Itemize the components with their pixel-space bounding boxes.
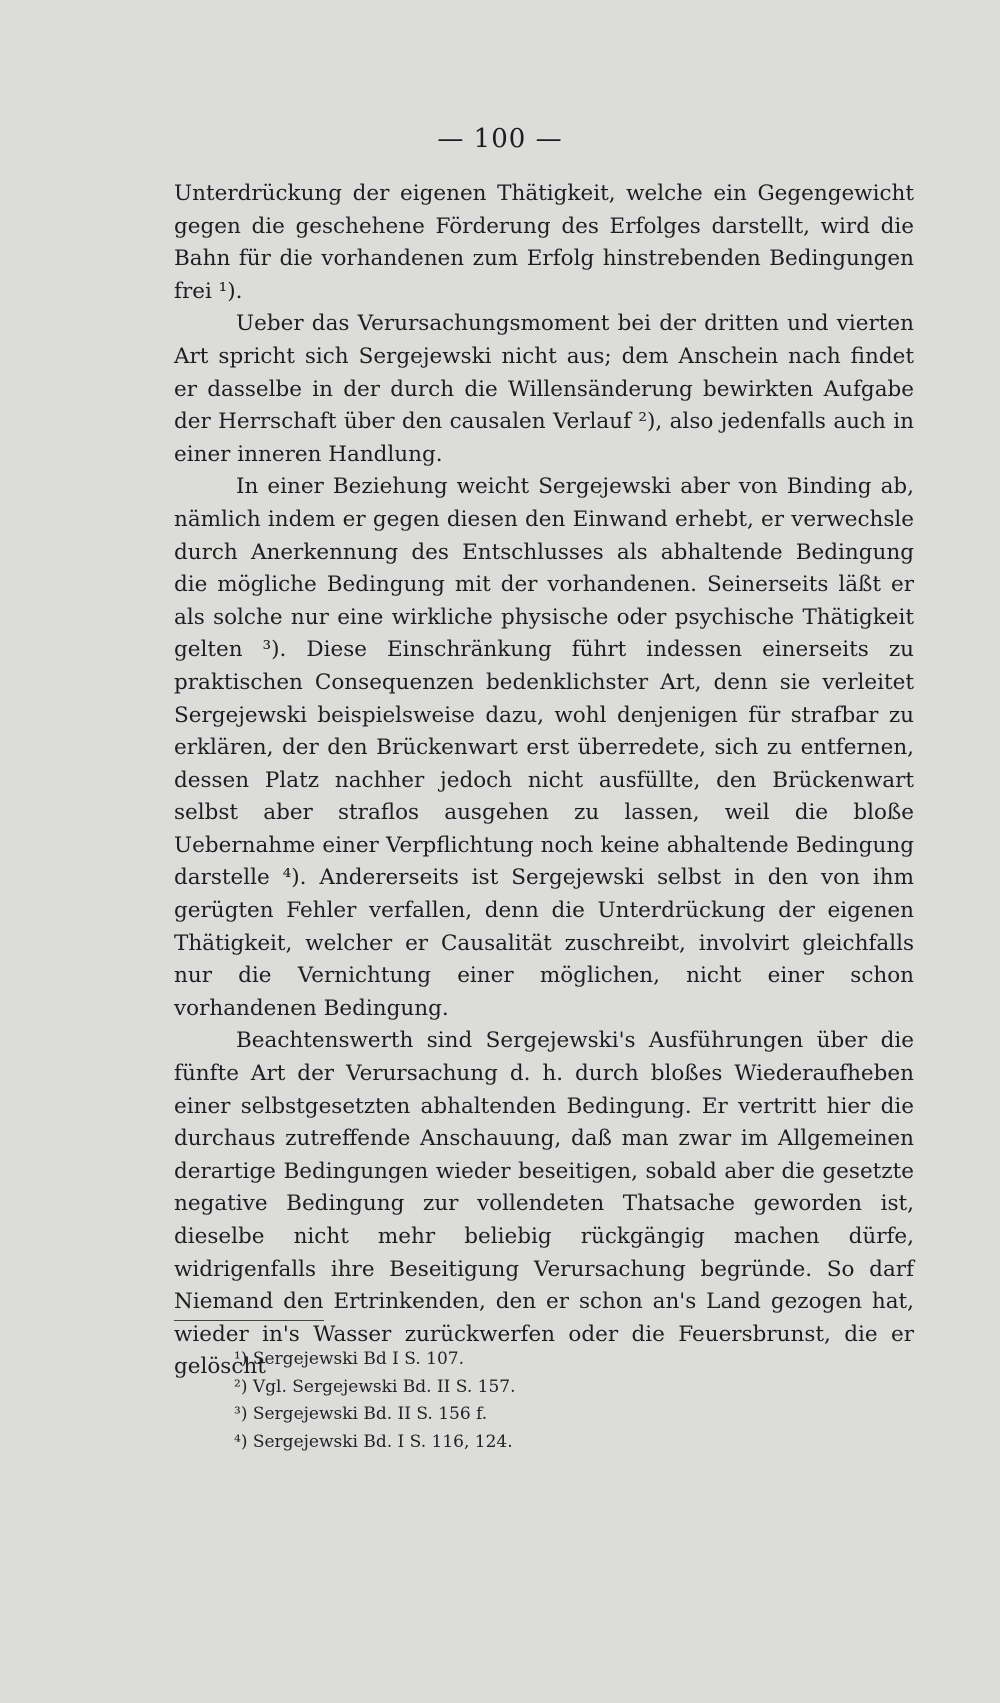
footnote: ¹) Sergejewski Bd I S. 107. xyxy=(234,1349,464,1369)
footnote: ³) Sergejewski Bd. II S. 156 f. xyxy=(234,1404,488,1424)
footnote: ²) Vgl. Sergejewski Bd. II S. 157. xyxy=(234,1376,516,1397)
body-text xyxy=(174,178,914,1384)
footnote-separator xyxy=(174,1320,324,1321)
footnotes xyxy=(234,1346,834,1456)
paragraph: In einer Beziehung weicht Sergejewski aber von Binding ab, nämlich indem er gegen diesen den Einwand erhebt, er verwechsle durch Anerkennung des Entschlusses als abhaltende Bedingung die mögliche Bedingung mit der vorhandenen. Seinerseits läßt er als solche nur eine wirkliche physische oder psychische Thätigkeit gelten ³). Diese Einschränkung führt indessen einerseits zu praktischen Consequenzen bedenklichster Art, denn sie verleitet Sergejewski beispielsweise dazu, wohl denjenigen für strafbar zu erklären, der den Brückenwart erst überredete, sich zu entfernen, dessen Platz nachher jedoch nicht ausfüllte, den Brückenwart selbst aber straflos ausgehen zu lassen, weil die bloße Uebernahme einer Verpflichtung noch keine abhaltende Bedingung darstelle ⁴). Andererseits ist Sergejewski selbst in den von ihm gerügten Fehler verfallen, denn die Unterdrückung der eigenen Thätigkeit, welcher er Causalität zuschreibt, involvirt gleichfalls nur die Vernichtung einer möglichen, nicht einer schon vorhandenen Bedingung. xyxy=(174,474,914,1021)
paragraph: Unterdrückung der eigenen Thätigkeit, welche ein Gegengewicht gegen die geschehene Förderung des Erfolges darstellt, wird die Bahn für die vorhandenen zum Erfolg hinstrebenden Bedingungen frei ¹). xyxy=(174,181,914,304)
footnote: ⁴) Sergejewski Bd. I S. 116, 124. xyxy=(234,1431,513,1452)
page-number: — 100 — xyxy=(437,124,563,154)
paragraph: Ueber das Verursachungsmoment bei der dritten und vierten Art spricht sich Sergejewski nicht aus; dem Anschein nach findet er dasselbe in der durch die Willensänderung bewirkten Aufgabe der Herrschaft über den causalen Verlauf ²), also jedenfalls auch in einer inneren Handlung. xyxy=(174,311,914,467)
paragraph: Beachtenswerth sind Sergejewski's Ausführungen über die fünfte Art der Verursachung d. h. durch bloßes Wiederaufheben einer selbstgesetzten abhaltenden Bedingung. Er vertritt hier die durchaus zutreffende Anschauung, daß man zwar im Allgemeinen derartige Bedingungen wieder beseitigen, sobald aber die gesetzte negative Bedingung zur vollendeten Thatsache geworden ist, dieselbe nicht mehr beliebig rückgängig machen dürfe, widrigenfalls ihre Beseitigung Verursachung begründe. So darf Niemand den Ertrinkenden, den er schon an's Land gezogen hat, wieder in's Wasser zurückwerfen oder die Feuersbrunst, die er gelöscht xyxy=(174,1028,914,1380)
